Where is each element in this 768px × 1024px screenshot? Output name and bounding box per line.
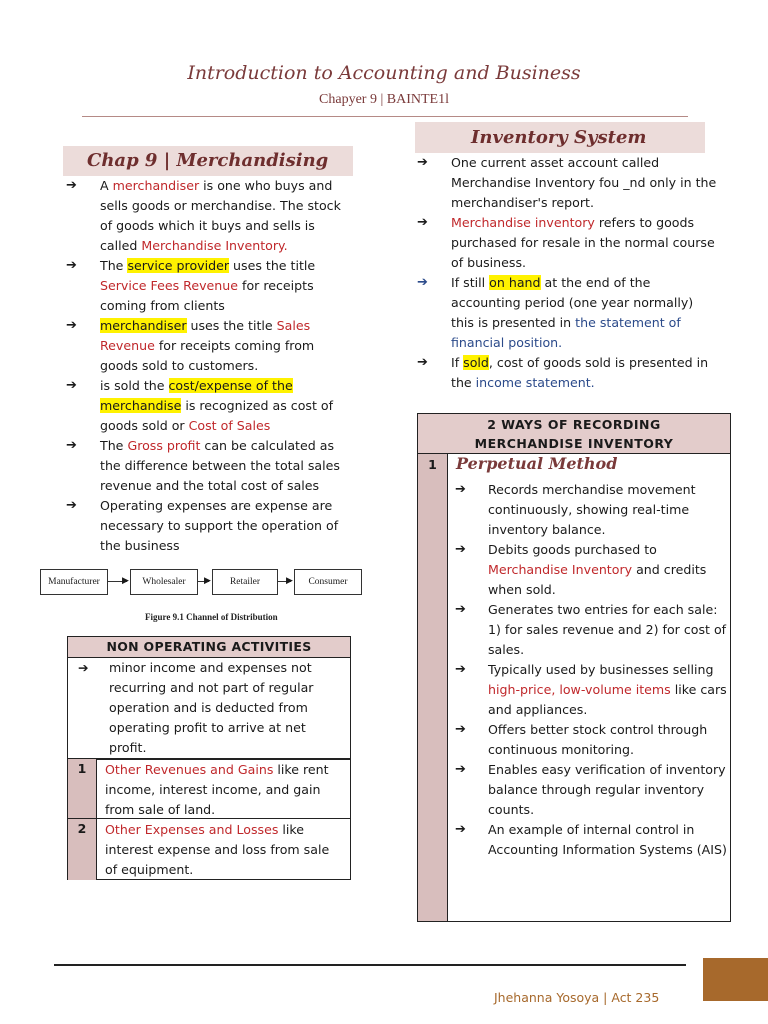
list-item xyxy=(66,176,342,256)
document-title: Introduction to Accounting and Business xyxy=(187,62,581,84)
list-item xyxy=(66,256,342,316)
text-run: , cost of goods sold is presented in the xyxy=(451,355,709,390)
non-operating-description xyxy=(68,657,350,760)
list-item xyxy=(66,436,342,496)
distribution-channel-figure xyxy=(40,569,362,595)
list-item xyxy=(66,496,342,556)
list-item xyxy=(455,720,727,760)
footer-author: Jhehanna Yosoya | Act 235 xyxy=(494,990,660,1005)
text-run: like interest expense and loss from sale of equipment. xyxy=(105,822,330,877)
arrow-right-icon: ➔ xyxy=(417,275,428,290)
list-item xyxy=(417,273,717,353)
row-text xyxy=(105,820,343,880)
footer-divider xyxy=(54,964,686,966)
text-run: Enables easy verification of inventory balance through regular inventory counts. xyxy=(488,762,726,817)
table-row xyxy=(68,818,350,880)
arrow-right-icon: ➔ xyxy=(455,762,466,777)
arrow-right-icon: ➔ xyxy=(66,378,77,393)
emphasis-text: high-price, low-volume items xyxy=(488,682,671,697)
recording-methods-header xyxy=(418,414,730,454)
list-item xyxy=(417,153,717,213)
arrow-right-icon: ➔ xyxy=(66,178,77,193)
arrow-right-icon: ➔ xyxy=(455,722,466,737)
footer-accent-block xyxy=(703,958,768,1001)
merchandising-bullet-list xyxy=(66,176,342,556)
arrow-right-icon: ▶ xyxy=(204,576,211,586)
row-number: 2 xyxy=(68,819,97,880)
emphasis-text: merchandiser xyxy=(112,178,200,193)
text-run: Generates two entries for each sale: 1) for sales revenue and 2) for cost of sales. xyxy=(488,602,727,657)
list-item xyxy=(455,820,727,860)
text-run: If still xyxy=(451,275,490,290)
text-run: is recognized as cost of goods sold or xyxy=(100,398,334,433)
arrow-right-icon: ▶ xyxy=(286,576,293,586)
text-run: Offers better stock control through continuous monitoring. xyxy=(488,722,708,757)
text-run: Typically used by businesses selling xyxy=(488,662,714,677)
text-run: for receipts coming from clients xyxy=(100,278,314,313)
arrow-right-icon: ➔ xyxy=(417,155,428,170)
emphasis-text: Service Fees Revenue xyxy=(100,278,239,293)
highlighted-text: cost/expense of the merchandise xyxy=(100,378,293,413)
text-run: is sold the xyxy=(100,378,169,393)
emphasis-text: Other Revenues and Gains xyxy=(105,762,274,777)
text-run: can be calculated as the difference between the total sales revenue and the total cost of sales xyxy=(100,438,340,493)
list-item xyxy=(455,600,727,660)
text-run: for receipts coming from goods sold to customers. xyxy=(100,338,315,373)
flow-box-retailer: Retailer xyxy=(212,569,278,595)
arrow-right-icon: ➔ xyxy=(455,482,466,497)
inventory-system-bullet-list xyxy=(417,153,717,393)
document-subtitle: Chapyer 9 | BAINTE1l xyxy=(319,92,449,107)
arrow-right-icon: ➔ xyxy=(455,542,466,557)
text-run: and credits when sold. xyxy=(488,562,707,597)
perpetual-method-title: Perpetual Method xyxy=(456,454,618,473)
highlighted-text: service provider xyxy=(127,258,230,273)
row-number: 1 xyxy=(418,454,448,921)
list-item xyxy=(455,760,727,820)
non-operating-table-header: NON OPERATING ACTIVITIES xyxy=(68,637,350,658)
highlighted-text: merchandiser xyxy=(100,318,187,333)
emphasis-text: Other Expenses and Losses xyxy=(105,822,279,837)
perpetual-method-bullet-list xyxy=(455,480,727,860)
text-run: One current asset account called Merchandise Inventory fou _nd only in the merchandiser's report. xyxy=(451,155,717,210)
figure-caption: Figure 9.1 Channel of Distribution xyxy=(145,612,278,622)
emphasis-text: Merchandise Inventory xyxy=(488,562,633,577)
arrow-right-icon: ➔ xyxy=(66,438,77,453)
text-run: The xyxy=(100,438,128,453)
table-row xyxy=(68,758,350,819)
list-item xyxy=(66,376,342,436)
list-item xyxy=(455,480,727,540)
arrow-right-icon: ➔ xyxy=(455,662,466,677)
text-run: refers to goods purchased for resale in the normal course of business. xyxy=(451,215,715,270)
emphasis-text: Gross profit xyxy=(127,438,201,453)
arrow-right-icon: ▶ xyxy=(122,576,129,586)
highlighted-text: sold xyxy=(463,355,489,370)
emphasis-text: Merchandise inventory xyxy=(451,215,595,230)
flow-box-consumer: Consumer xyxy=(294,569,362,595)
text-run: uses the title xyxy=(229,258,316,273)
text-run: at the end of the accounting period (one year normally) this is presented in xyxy=(451,275,694,330)
text-run: The xyxy=(100,258,128,273)
text-run: like rent income, interest income, and gain from sale of land. xyxy=(105,762,329,817)
list-item xyxy=(66,316,342,376)
header-divider xyxy=(82,116,688,117)
emphasis-text: Cost of Sales xyxy=(188,418,271,433)
text-run: Debits goods purchased to xyxy=(488,542,657,557)
arrow-right-icon: ➔ xyxy=(455,822,466,837)
text-run: like cars and appliances. xyxy=(488,682,727,717)
arrow-right-icon: ➔ xyxy=(66,318,77,333)
text-run: If xyxy=(451,355,464,370)
non-operating-activities-table xyxy=(67,636,351,880)
list-item xyxy=(417,213,717,273)
text-run: uses the title xyxy=(186,318,277,333)
text-run: is one who buys and sells goods or merchandise. The stock of goods which it buys and sells is called xyxy=(100,178,341,253)
row-text xyxy=(105,760,343,820)
emphasis-text: income statement. xyxy=(475,375,595,390)
highlighted-text: on hand xyxy=(489,275,541,290)
header-line: 2 WAYS OF RECORDING xyxy=(487,417,661,432)
text-run: An example of internal control in Accounting Information Systems (AIS) xyxy=(488,822,727,857)
list-item xyxy=(417,353,717,393)
header-line: MERCHANDISE INVENTORY xyxy=(474,436,674,451)
non-operating-intro-text: minor income and expenses not recurring and not part of regular operation and is deducted from operating profit to arrive at net profit. xyxy=(109,660,314,755)
flow-box-manufacturer: Manufacturer xyxy=(40,569,108,595)
section-title-merchandising: Chap 9 | Merchandising xyxy=(63,146,353,176)
emphasis-text: Merchandise Inventory. xyxy=(141,238,288,253)
emphasis-text: the statement of financial position. xyxy=(451,315,681,350)
text-run: A xyxy=(100,178,113,193)
text-run: Records merchandise movement continuously, showing real-time inventory balance. xyxy=(488,482,696,537)
text-run: Operating expenses are expense are necessary to support the operation of the business xyxy=(100,498,339,553)
flow-box-wholesaler: Wholesaler xyxy=(130,569,198,595)
arrow-right-icon: ➔ xyxy=(78,660,89,675)
list-item xyxy=(455,540,727,600)
arrow-right-icon: ➔ xyxy=(455,602,466,617)
emphasis-text: Sales Revenue xyxy=(100,318,311,353)
row-number: 1 xyxy=(68,759,97,819)
arrow-right-icon: ➔ xyxy=(66,498,77,513)
arrow-right-icon: ➔ xyxy=(417,215,428,230)
section-title-inventory-system: Inventory System xyxy=(415,122,705,153)
list-item xyxy=(455,660,727,720)
arrow-right-icon: ➔ xyxy=(66,258,77,273)
arrow-right-icon: ➔ xyxy=(417,355,428,370)
